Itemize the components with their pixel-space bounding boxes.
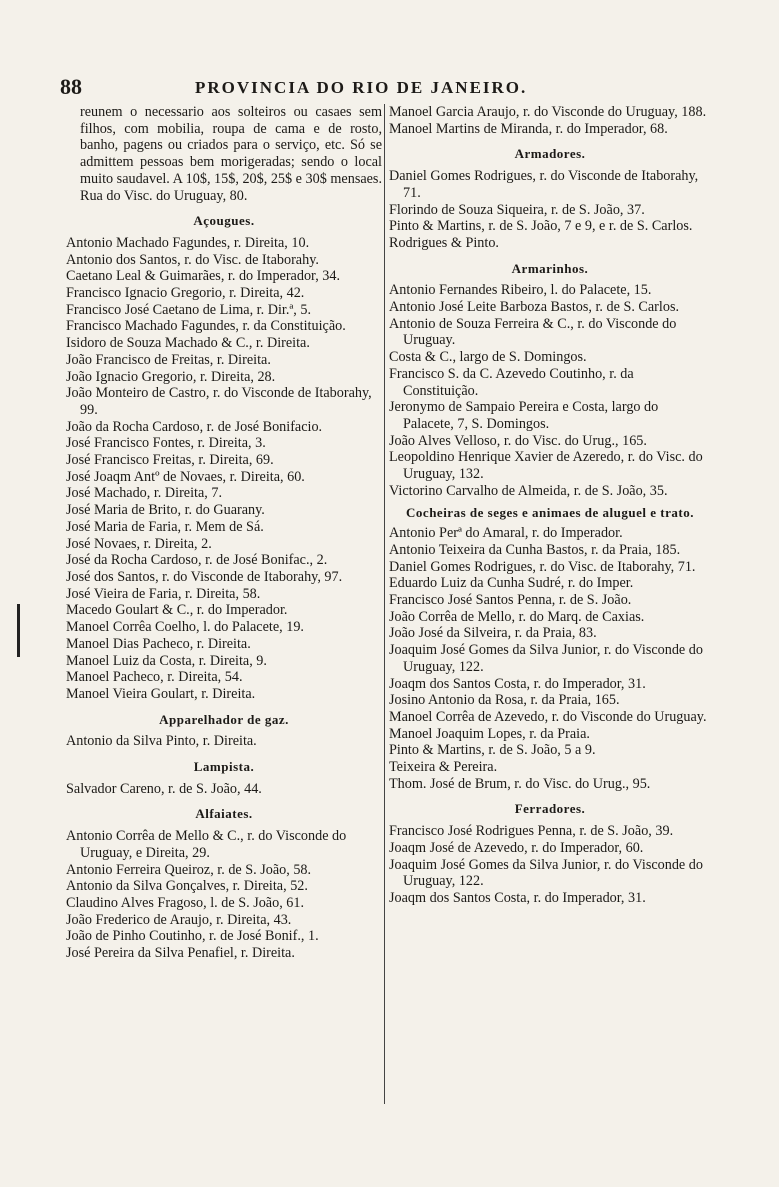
directory-entry: Antonio de Souza Ferreira & C., r. do Visconde do Uruguay.	[389, 315, 677, 349]
directory-entry: João da Rocha Cardoso, r. de José Bonifacio.	[66, 418, 323, 435]
directory-entry: Caetano Leal & Guimarães, r. do Imperador, 34.	[66, 268, 341, 285]
directory-entry: Manoel Vieira Goulart, r. Direita.	[66, 685, 256, 702]
directory-entry: Salvador Careno, r. de S. João, 44.	[66, 780, 262, 797]
column-divider	[384, 104, 385, 1104]
directory-entry: José Francisco Fontes, r. Direita, 3.	[66, 435, 266, 452]
directory-entry: Manoel Corrêa Coelho, l. do Palacete, 19.	[66, 619, 304, 636]
margin-mark	[17, 604, 20, 657]
page-header	[0, 74, 779, 104]
left-column	[66, 104, 382, 962]
right-sections	[389, 146, 711, 906]
directory-entry: Antonio Corrêa de Mello & C., r. do Visconde do Uruguay, e Direita, 29.	[66, 828, 347, 861]
section-heading: Ferradores.	[514, 801, 586, 817]
right-column	[389, 104, 711, 907]
directory-entry: Josino Antonio da Rosa, r. da Praia, 165.	[389, 692, 620, 709]
directory-entry: José Francisco Freitas, r. Direita, 69.	[66, 452, 274, 469]
directory-entry: João Frederico de Araujo, r. Direita, 43.	[66, 911, 292, 928]
directory-entry: José da Rocha Cardoso, r. de José Bonifac., 2.	[66, 552, 328, 569]
directory-entry: Pinto & Martins, r. de S. João, 5 a 9.	[389, 742, 596, 759]
directory-entry: João Monteiro de Castro, r. do Visconde de Itaborahy, 99.	[66, 385, 372, 418]
directory-entry: José Pereira da Silva Penafiel, r. Direita.	[66, 945, 295, 962]
directory-entry: José Maria de Faria, r. Mem de Sá.	[66, 518, 264, 535]
directory-entry: Joaqm José de Azevedo, r. do Imperador, 60.	[389, 839, 644, 856]
directory-entry: João Alves Velloso, r. do Visc. do Urug., 165.	[389, 432, 647, 449]
directory-entry: João de Pinho Coutinho, r. de José Bonif., 1.	[66, 928, 319, 945]
directory-entry: José Maria de Brito, r. do Guarany.	[66, 502, 265, 519]
directory-entry: Claudino Alves Fragoso, l. de S. João, 61.	[66, 894, 305, 911]
directory-entry: Antonio José Leite Barboza Bastos, r. de S. Carlos.	[389, 299, 680, 316]
left-sections	[66, 213, 382, 962]
directory-entry: Daniel Gomes Rodrigues, r. do Visconde de Itaborahy, 71.	[389, 168, 699, 201]
directory-entry: Francisco José Santos Penna, r. de S. João.	[389, 591, 632, 608]
directory-entry: Rodrigues & Pinto.	[389, 234, 499, 251]
directory-entry: Florindo de Souza Siqueira, r. de S. João, 37.	[389, 201, 645, 218]
directory-entry: Joaqm dos Santos Costa, r. do Imperador, 31.	[389, 889, 646, 906]
section-heading: Armadores.	[514, 146, 586, 162]
section-heading: Lampista.	[193, 759, 255, 775]
directory-entry: Pinto & Martins, r. de S. João, 7 e 9, e r. de S. Carlos.	[389, 218, 693, 235]
directory-entry: Joaquim José Gomes da Silva Junior, r. do Visconde do Uruguay, 122.	[389, 642, 703, 675]
directory-entry: João Ignacio Gregorio, r. Direita, 28.	[66, 368, 276, 385]
directory-entry: Antonio Fernandes Ribeiro, l. do Palacete, 15.	[389, 282, 652, 299]
directory-entry: Joaquim José Gomes da Silva Junior, r. do Visconde do Uruguay, 122.	[389, 856, 703, 890]
directory-entry: João Corrêa de Mello, r. do Marq. de Caxias.	[389, 608, 645, 625]
directory-entry: Francisco Ignacio Gregorio, r. Direita, 42.	[66, 285, 305, 302]
directory-entry: Joaqm dos Santos Costa, r. do Imperador, 31.	[389, 675, 646, 692]
directory-entry: José Vieira de Faria, r. Direita, 58.	[66, 585, 261, 602]
directory-entry: Antonio da Silva Pinto, r. Direita.	[66, 733, 257, 750]
right-top-entries	[389, 104, 711, 137]
directory-entry: Francisco Machado Fagundes, r. da Constituição.	[66, 318, 346, 335]
section-heading: Açougues.	[193, 213, 255, 229]
directory-entry: Jeronymo de Sampaio Pereira e Costa, largo do Palacete, 7, S. Domingos.	[389, 399, 659, 432]
directory-entry: Manoel Garcia Araujo, r. do Visconde do Uruguay, 188.	[389, 104, 707, 120]
directory-entry: Victorino Carvalho de Almeida, r. de S. João, 35.	[389, 482, 668, 499]
directory-entry: José Machado, r. Direita, 7.	[66, 485, 223, 502]
directory-entry: Daniel Gomes Rodrigues, r. do Visc. de Itaborahy, 71.	[389, 558, 696, 575]
intro-paragraph: reunem o necessario aos solteiros ou casaes sem filhos, com mobilia, roupa de cama e de rosto, banho, pagens ou criados para o serviço, etc. Só se admittem pessoas bem morigeradas; sendo o local muito saudavel. A 10$, 15$, 20$, 25$ e 30$ mensaes. Rua do Visc. do Uruguay, 80.	[80, 104, 382, 204]
section-heading: Armarinhos.	[511, 260, 589, 276]
directory-entry: José Joaqm Antº de Novaes, r. Direita, 60.	[66, 468, 305, 485]
directory-entry: Leopoldino Henrique Xavier de Azeredo, r. do Visc. do Uruguay, 132.	[389, 449, 703, 483]
directory-entry: Manoel Martins de Miranda, r. do Imperador, 68.	[389, 120, 668, 137]
directory-entry: Costa & C., largo de S. Domingos.	[389, 349, 587, 366]
directory-entry: Isidoro de Souza Machado & C., r. Direita.	[66, 335, 310, 352]
directory-entry: Eduardo Luiz da Cunha Sudré, r. do Imper.	[389, 575, 634, 592]
page-title: PROVINCIA DO RIO DE JANEIRO.	[195, 78, 528, 97]
directory-entry: Manoel Luiz da Costa, r. Direita, 9.	[66, 652, 267, 669]
section-heading: Alfaiates.	[195, 806, 253, 822]
directory-entry: Manoel Joaquim Lopes, r. da Praia.	[389, 725, 590, 742]
directory-entry: José Novaes, r. Direita, 2.	[66, 535, 212, 552]
directory-entry: Manoel Corrêa de Azevedo, r. do Visconde do Uruguay.	[389, 708, 707, 725]
directory-entry: Francisco José Rodrigues Penna, r. de S. João, 39.	[389, 823, 674, 840]
directory-entry: Macedo Goulart & C., r. do Imperador.	[66, 602, 288, 619]
section-heading: Cocheiras de seges e animaes de aluguel e trato.	[406, 505, 694, 521]
directory-entry: Thom. José de Brum, r. do Visc. do Urug., 95.	[389, 775, 651, 792]
directory-entry: Antonio Teixeira da Cunha Bastos, r. da Praia, 185.	[389, 541, 681, 558]
directory-entry: Manoel Dias Pacheco, r. Direita.	[66, 635, 251, 652]
directory-entry: Antonio Ferreira Queiroz, r. de S. João, 58.	[66, 861, 312, 878]
directory-entry: Francisco S. da C. Azevedo Coutinho, r. da Constituição.	[389, 365, 634, 399]
directory-entry: Manoel Pacheco, r. Direita, 54.	[66, 669, 243, 686]
directory-entry: Antonio da Silva Gonçalves, r. Direita, 52.	[66, 878, 308, 895]
directory-entry: Teixeira & Pereira.	[389, 759, 498, 776]
page-number: 88	[60, 74, 82, 99]
directory-entry: Francisco José Caetano de Lima, r. Dir.ª, 5.	[66, 301, 312, 318]
directory-entry: Antonio Machado Fagundes, r. Direita, 10.	[66, 234, 310, 251]
directory-entry: Antonio Perª do Amaral, r. do Imperador.	[389, 525, 623, 542]
directory-entry: João José da Silveira, r. da Praia, 83.	[389, 625, 597, 642]
directory-entry: Antonio dos Santos, r. do Visc. de Itaborahy.	[66, 251, 319, 268]
directory-entry: João Francisco de Freitas, r. Direita.	[66, 351, 271, 368]
section-heading: Apparelhador de gaz.	[159, 711, 289, 727]
directory-entry: José dos Santos, r. do Visconde de Itaborahy, 97.	[66, 568, 343, 585]
